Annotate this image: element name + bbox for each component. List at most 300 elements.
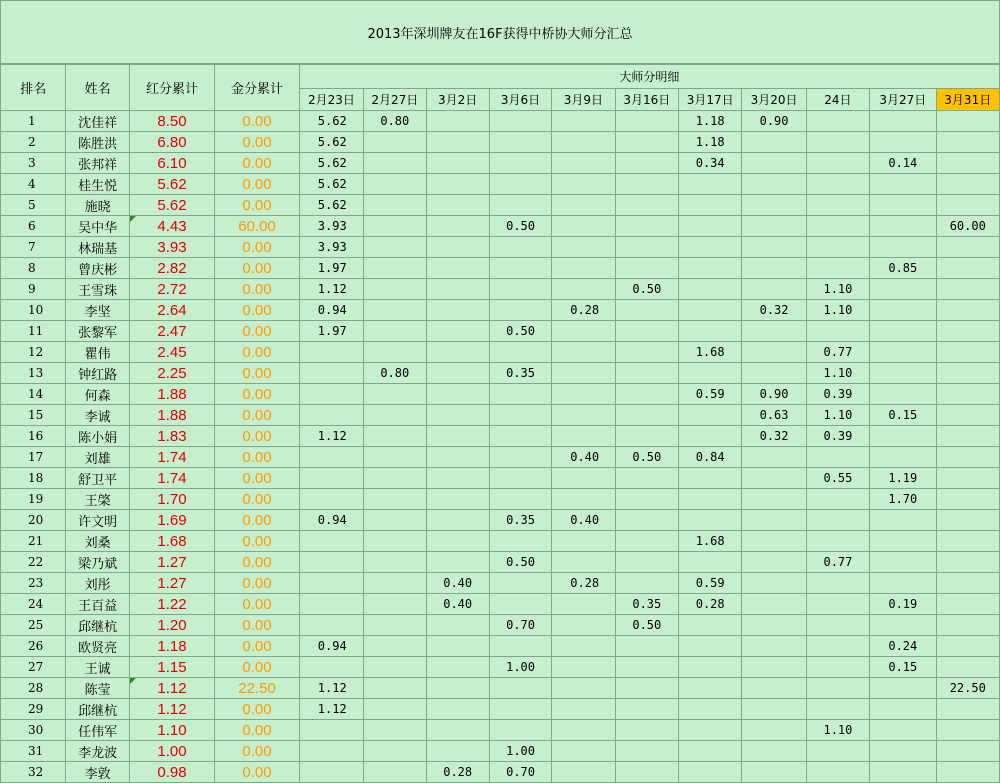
detail-cell[interactable] bbox=[426, 678, 489, 699]
header-date[interactable]: 3月2日 bbox=[426, 89, 489, 111]
detail-cell[interactable]: 0.94 bbox=[299, 510, 363, 531]
detail-cell[interactable] bbox=[552, 405, 615, 426]
detail-cell[interactable]: 0.85 bbox=[870, 258, 936, 279]
detail-cell[interactable] bbox=[936, 447, 1000, 468]
detail-cell[interactable]: 0.50 bbox=[489, 216, 551, 237]
detail-cell[interactable] bbox=[678, 258, 741, 279]
detail-cell[interactable] bbox=[936, 174, 1000, 195]
detail-cell[interactable] bbox=[742, 321, 806, 342]
gold-total-cell[interactable]: 0.00 bbox=[215, 132, 300, 153]
red-total-cell[interactable]: 1.15 bbox=[129, 657, 215, 678]
detail-cell[interactable] bbox=[936, 195, 1000, 216]
red-total-cell[interactable]: 1.10 bbox=[129, 720, 215, 741]
red-total-cell[interactable]: 5.62 bbox=[129, 174, 215, 195]
detail-cell[interactable] bbox=[615, 111, 678, 132]
detail-cell[interactable] bbox=[742, 237, 806, 258]
red-total-cell[interactable]: 2.45 bbox=[129, 342, 215, 363]
detail-cell[interactable] bbox=[552, 216, 615, 237]
detail-cell[interactable] bbox=[364, 174, 426, 195]
detail-cell[interactable] bbox=[936, 573, 1000, 594]
detail-cell[interactable]: 1.12 bbox=[299, 699, 363, 720]
detail-cell[interactable] bbox=[426, 552, 489, 573]
detail-cell[interactable] bbox=[615, 489, 678, 510]
red-total-cell[interactable]: 2.82 bbox=[129, 258, 215, 279]
name-cell[interactable]: 沈佳祥 bbox=[66, 111, 129, 132]
detail-cell[interactable] bbox=[936, 552, 1000, 573]
detail-cell[interactable] bbox=[364, 342, 426, 363]
rank-cell[interactable]: 26 bbox=[1, 636, 66, 657]
detail-cell[interactable] bbox=[426, 216, 489, 237]
detail-cell[interactable] bbox=[806, 447, 869, 468]
detail-cell[interactable]: 0.59 bbox=[678, 573, 741, 594]
detail-cell[interactable]: 0.50 bbox=[615, 615, 678, 636]
detail-cell[interactable] bbox=[936, 426, 1000, 447]
gold-total-cell[interactable]: 0.00 bbox=[215, 153, 300, 174]
detail-cell[interactable]: 0.35 bbox=[489, 363, 551, 384]
detail-cell[interactable] bbox=[489, 405, 551, 426]
detail-cell[interactable] bbox=[426, 615, 489, 636]
detail-cell[interactable] bbox=[489, 153, 551, 174]
detail-cell[interactable] bbox=[489, 258, 551, 279]
detail-cell[interactable] bbox=[299, 615, 363, 636]
gold-total-cell[interactable]: 0.00 bbox=[215, 237, 300, 258]
rank-cell[interactable]: 1 bbox=[1, 111, 66, 132]
detail-cell[interactable] bbox=[426, 237, 489, 258]
detail-cell[interactable] bbox=[936, 405, 1000, 426]
detail-cell[interactable] bbox=[870, 741, 936, 762]
rank-cell[interactable]: 8 bbox=[1, 258, 66, 279]
detail-cell[interactable] bbox=[489, 699, 551, 720]
gold-total-cell[interactable]: 0.00 bbox=[215, 615, 300, 636]
detail-cell[interactable] bbox=[678, 552, 741, 573]
detail-cell[interactable] bbox=[742, 720, 806, 741]
name-cell[interactable]: 陈莹 bbox=[66, 678, 129, 699]
header-date[interactable]: 3月16日 bbox=[615, 89, 678, 111]
detail-cell[interactable] bbox=[299, 762, 363, 783]
detail-cell[interactable] bbox=[870, 342, 936, 363]
detail-cell[interactable]: 3.93 bbox=[299, 216, 363, 237]
detail-cell[interactable] bbox=[936, 510, 1000, 531]
rank-cell[interactable]: 30 bbox=[1, 720, 66, 741]
detail-cell[interactable] bbox=[936, 258, 1000, 279]
rank-cell[interactable]: 15 bbox=[1, 405, 66, 426]
detail-cell[interactable]: 0.40 bbox=[552, 447, 615, 468]
red-total-cell[interactable]: 1.18 bbox=[129, 636, 215, 657]
detail-cell[interactable] bbox=[870, 384, 936, 405]
rank-cell[interactable]: 6 bbox=[1, 216, 66, 237]
detail-cell[interactable] bbox=[364, 552, 426, 573]
detail-cell[interactable] bbox=[426, 510, 489, 531]
detail-cell[interactable]: 5.62 bbox=[299, 111, 363, 132]
name-cell[interactable]: 吴中华 bbox=[66, 216, 129, 237]
header-rank[interactable]: 排名 bbox=[1, 65, 66, 111]
detail-cell[interactable] bbox=[742, 594, 806, 615]
gold-total-cell[interactable]: 0.00 bbox=[215, 636, 300, 657]
detail-cell[interactable] bbox=[678, 426, 741, 447]
gold-total-cell[interactable]: 60.00 bbox=[215, 216, 300, 237]
detail-cell[interactable] bbox=[615, 657, 678, 678]
name-cell[interactable]: 李敦 bbox=[66, 762, 129, 783]
detail-cell[interactable]: 0.77 bbox=[806, 552, 869, 573]
detail-cell[interactable] bbox=[552, 258, 615, 279]
detail-cell[interactable] bbox=[678, 216, 741, 237]
detail-cell[interactable] bbox=[870, 321, 936, 342]
detail-cell[interactable]: 0.24 bbox=[870, 636, 936, 657]
header-red-total[interactable]: 红分累计 bbox=[129, 65, 215, 111]
name-cell[interactable]: 王棨 bbox=[66, 489, 129, 510]
gold-total-cell[interactable]: 0.00 bbox=[215, 195, 300, 216]
gold-total-cell[interactable]: 0.00 bbox=[215, 720, 300, 741]
detail-cell[interactable] bbox=[870, 678, 936, 699]
name-cell[interactable]: 林瑞基 bbox=[66, 237, 129, 258]
rank-cell[interactable]: 22 bbox=[1, 552, 66, 573]
detail-cell[interactable] bbox=[742, 573, 806, 594]
detail-cell[interactable] bbox=[870, 531, 936, 552]
detail-cell[interactable] bbox=[615, 552, 678, 573]
detail-cell[interactable]: 1.10 bbox=[806, 720, 869, 741]
detail-cell[interactable] bbox=[489, 426, 551, 447]
detail-cell[interactable]: 0.32 bbox=[742, 426, 806, 447]
rank-cell[interactable]: 29 bbox=[1, 699, 66, 720]
red-total-cell[interactable]: 2.47 bbox=[129, 321, 215, 342]
detail-cell[interactable] bbox=[678, 321, 741, 342]
detail-cell[interactable] bbox=[364, 237, 426, 258]
gold-total-cell[interactable]: 0.00 bbox=[215, 762, 300, 783]
detail-cell[interactable] bbox=[678, 300, 741, 321]
detail-cell[interactable]: 0.77 bbox=[806, 342, 869, 363]
detail-cell[interactable] bbox=[870, 111, 936, 132]
detail-cell[interactable]: 0.19 bbox=[870, 594, 936, 615]
gold-total-cell[interactable]: 0.00 bbox=[215, 279, 300, 300]
rank-cell[interactable]: 19 bbox=[1, 489, 66, 510]
red-total-cell[interactable]: 1.00 bbox=[129, 741, 215, 762]
rank-cell[interactable]: 9 bbox=[1, 279, 66, 300]
header-date[interactable]: 2月23日 bbox=[299, 89, 363, 111]
red-total-cell[interactable]: 1.22 bbox=[129, 594, 215, 615]
detail-cell[interactable] bbox=[489, 384, 551, 405]
red-total-cell[interactable]: 1.70 bbox=[129, 489, 215, 510]
detail-cell[interactable] bbox=[806, 762, 869, 783]
detail-cell[interactable] bbox=[936, 321, 1000, 342]
detail-cell[interactable] bbox=[678, 363, 741, 384]
detail-cell[interactable]: 0.70 bbox=[489, 615, 551, 636]
detail-cell[interactable] bbox=[426, 405, 489, 426]
red-total-cell[interactable]: 1.12 bbox=[129, 678, 215, 699]
name-cell[interactable]: 桂生悦 bbox=[66, 174, 129, 195]
detail-cell[interactable] bbox=[552, 174, 615, 195]
name-cell[interactable]: 邱继杭 bbox=[66, 615, 129, 636]
gold-total-cell[interactable]: 0.00 bbox=[215, 405, 300, 426]
detail-cell[interactable] bbox=[489, 573, 551, 594]
rank-cell[interactable]: 25 bbox=[1, 615, 66, 636]
detail-cell[interactable] bbox=[364, 657, 426, 678]
name-cell[interactable]: 瞿伟 bbox=[66, 342, 129, 363]
gold-total-cell[interactable]: 0.00 bbox=[215, 363, 300, 384]
gold-total-cell[interactable]: 0.00 bbox=[215, 573, 300, 594]
detail-cell[interactable] bbox=[936, 720, 1000, 741]
detail-cell[interactable] bbox=[806, 111, 869, 132]
detail-cell[interactable] bbox=[678, 489, 741, 510]
detail-cell[interactable]: 1.70 bbox=[870, 489, 936, 510]
detail-cell[interactable] bbox=[870, 132, 936, 153]
red-total-cell[interactable]: 1.12 bbox=[129, 699, 215, 720]
detail-cell[interactable]: 5.62 bbox=[299, 132, 363, 153]
detail-cell[interactable]: 1.12 bbox=[299, 426, 363, 447]
detail-cell[interactable] bbox=[364, 132, 426, 153]
detail-cell[interactable] bbox=[364, 195, 426, 216]
red-total-cell[interactable]: 1.88 bbox=[129, 384, 215, 405]
detail-cell[interactable] bbox=[552, 636, 615, 657]
detail-cell[interactable] bbox=[806, 657, 869, 678]
detail-cell[interactable] bbox=[552, 552, 615, 573]
detail-cell[interactable] bbox=[299, 720, 363, 741]
detail-cell[interactable] bbox=[806, 678, 869, 699]
header-gold-total[interactable]: 金分累计 bbox=[215, 65, 300, 111]
name-cell[interactable]: 刘彤 bbox=[66, 573, 129, 594]
detail-cell[interactable] bbox=[806, 132, 869, 153]
detail-cell[interactable] bbox=[806, 510, 869, 531]
detail-cell[interactable] bbox=[426, 363, 489, 384]
detail-cell[interactable]: 1.12 bbox=[299, 279, 363, 300]
detail-cell[interactable]: 1.19 bbox=[870, 468, 936, 489]
detail-cell[interactable] bbox=[870, 363, 936, 384]
detail-cell[interactable] bbox=[870, 237, 936, 258]
detail-cell[interactable] bbox=[678, 237, 741, 258]
detail-cell[interactable] bbox=[742, 258, 806, 279]
detail-cell[interactable] bbox=[426, 174, 489, 195]
detail-cell[interactable] bbox=[552, 699, 615, 720]
red-total-cell[interactable]: 1.20 bbox=[129, 615, 215, 636]
detail-cell[interactable] bbox=[426, 258, 489, 279]
detail-cell[interactable] bbox=[489, 489, 551, 510]
rank-cell[interactable]: 16 bbox=[1, 426, 66, 447]
detail-cell[interactable] bbox=[364, 405, 426, 426]
detail-cell[interactable] bbox=[742, 615, 806, 636]
detail-cell[interactable] bbox=[299, 363, 363, 384]
name-cell[interactable]: 刘桑 bbox=[66, 531, 129, 552]
detail-cell[interactable] bbox=[364, 720, 426, 741]
detail-cell[interactable] bbox=[426, 636, 489, 657]
header-date[interactable]: 2月27日 bbox=[364, 89, 426, 111]
detail-cell[interactable] bbox=[615, 216, 678, 237]
detail-cell[interactable] bbox=[806, 615, 869, 636]
detail-cell[interactable] bbox=[742, 699, 806, 720]
detail-cell[interactable]: 0.59 bbox=[678, 384, 741, 405]
red-total-cell[interactable]: 2.72 bbox=[129, 279, 215, 300]
detail-cell[interactable] bbox=[936, 699, 1000, 720]
detail-cell[interactable]: 0.15 bbox=[870, 657, 936, 678]
name-cell[interactable]: 何森 bbox=[66, 384, 129, 405]
detail-cell[interactable] bbox=[364, 510, 426, 531]
detail-cell[interactable] bbox=[489, 531, 551, 552]
detail-cell[interactable] bbox=[426, 342, 489, 363]
detail-cell[interactable] bbox=[870, 426, 936, 447]
rank-cell[interactable]: 11 bbox=[1, 321, 66, 342]
name-cell[interactable]: 陈小娟 bbox=[66, 426, 129, 447]
detail-cell[interactable] bbox=[742, 216, 806, 237]
detail-cell[interactable] bbox=[742, 741, 806, 762]
name-cell[interactable]: 张邦祥 bbox=[66, 153, 129, 174]
rank-cell[interactable]: 4 bbox=[1, 174, 66, 195]
rank-cell[interactable]: 21 bbox=[1, 531, 66, 552]
detail-cell[interactable] bbox=[299, 741, 363, 762]
red-total-cell[interactable]: 1.74 bbox=[129, 468, 215, 489]
red-total-cell[interactable]: 6.80 bbox=[129, 132, 215, 153]
detail-cell[interactable]: 0.32 bbox=[742, 300, 806, 321]
detail-cell[interactable] bbox=[742, 447, 806, 468]
detail-cell[interactable] bbox=[364, 531, 426, 552]
detail-cell[interactable] bbox=[615, 510, 678, 531]
detail-cell[interactable] bbox=[742, 552, 806, 573]
detail-cell[interactable]: 0.84 bbox=[678, 447, 741, 468]
detail-cell[interactable] bbox=[615, 468, 678, 489]
gold-total-cell[interactable]: 0.00 bbox=[215, 552, 300, 573]
detail-cell[interactable] bbox=[615, 573, 678, 594]
rank-cell[interactable]: 24 bbox=[1, 594, 66, 615]
detail-cell[interactable] bbox=[552, 363, 615, 384]
detail-cell[interactable] bbox=[870, 300, 936, 321]
detail-cell[interactable] bbox=[489, 720, 551, 741]
detail-cell[interactable] bbox=[742, 489, 806, 510]
gold-total-cell[interactable]: 0.00 bbox=[215, 489, 300, 510]
detail-cell[interactable] bbox=[552, 279, 615, 300]
detail-cell[interactable] bbox=[936, 237, 1000, 258]
red-total-cell[interactable]: 1.27 bbox=[129, 573, 215, 594]
detail-cell[interactable] bbox=[806, 573, 869, 594]
detail-cell[interactable] bbox=[870, 195, 936, 216]
detail-cell[interactable]: 1.00 bbox=[489, 741, 551, 762]
detail-cell[interactable] bbox=[552, 237, 615, 258]
header-date[interactable]: 24日 bbox=[806, 89, 869, 111]
detail-cell[interactable]: 0.63 bbox=[742, 405, 806, 426]
detail-cell[interactable] bbox=[678, 279, 741, 300]
detail-cell[interactable] bbox=[615, 384, 678, 405]
rank-cell[interactable]: 32 bbox=[1, 762, 66, 783]
red-total-cell[interactable]: 6.10 bbox=[129, 153, 215, 174]
rank-cell[interactable]: 18 bbox=[1, 468, 66, 489]
name-cell[interactable]: 施晓 bbox=[66, 195, 129, 216]
name-cell[interactable]: 王百益 bbox=[66, 594, 129, 615]
detail-cell[interactable] bbox=[742, 468, 806, 489]
rank-cell[interactable]: 3 bbox=[1, 153, 66, 174]
detail-cell[interactable] bbox=[489, 594, 551, 615]
detail-cell[interactable] bbox=[936, 636, 1000, 657]
red-total-cell[interactable]: 1.74 bbox=[129, 447, 215, 468]
detail-cell[interactable] bbox=[936, 384, 1000, 405]
detail-cell[interactable] bbox=[426, 699, 489, 720]
detail-cell[interactable] bbox=[299, 594, 363, 615]
detail-cell[interactable] bbox=[742, 762, 806, 783]
detail-cell[interactable] bbox=[806, 594, 869, 615]
detail-cell[interactable] bbox=[615, 321, 678, 342]
detail-cell[interactable] bbox=[299, 447, 363, 468]
detail-cell[interactable]: 0.28 bbox=[552, 300, 615, 321]
detail-cell[interactable]: 1.10 bbox=[806, 363, 869, 384]
name-cell[interactable]: 王雪珠 bbox=[66, 279, 129, 300]
detail-cell[interactable] bbox=[615, 153, 678, 174]
detail-cell[interactable] bbox=[364, 384, 426, 405]
detail-cell[interactable] bbox=[742, 153, 806, 174]
header-detail-group[interactable]: 大师分明细 bbox=[299, 65, 999, 89]
header-date[interactable]: 3月27日 bbox=[870, 89, 936, 111]
detail-cell[interactable] bbox=[678, 468, 741, 489]
detail-cell[interactable]: 0.55 bbox=[806, 468, 869, 489]
detail-cell[interactable] bbox=[615, 237, 678, 258]
detail-cell[interactable] bbox=[936, 468, 1000, 489]
detail-cell[interactable] bbox=[742, 657, 806, 678]
detail-cell[interactable] bbox=[870, 762, 936, 783]
gold-total-cell[interactable]: 0.00 bbox=[215, 741, 300, 762]
detail-cell[interactable] bbox=[489, 237, 551, 258]
detail-cell[interactable]: 0.35 bbox=[489, 510, 551, 531]
detail-cell[interactable] bbox=[806, 258, 869, 279]
detail-cell[interactable]: 0.90 bbox=[742, 111, 806, 132]
detail-cell[interactable] bbox=[615, 531, 678, 552]
detail-cell[interactable]: 1.12 bbox=[299, 678, 363, 699]
header-date[interactable]: 3月31日 bbox=[936, 89, 1000, 111]
detail-cell[interactable] bbox=[678, 174, 741, 195]
detail-cell[interactable] bbox=[806, 321, 869, 342]
detail-cell[interactable] bbox=[552, 741, 615, 762]
name-cell[interactable]: 邱继杭 bbox=[66, 699, 129, 720]
detail-cell[interactable] bbox=[299, 405, 363, 426]
detail-cell[interactable] bbox=[552, 384, 615, 405]
detail-cell[interactable]: 0.40 bbox=[426, 573, 489, 594]
detail-cell[interactable]: 1.97 bbox=[299, 321, 363, 342]
detail-cell[interactable]: 1.10 bbox=[806, 300, 869, 321]
red-total-cell[interactable]: 1.68 bbox=[129, 531, 215, 552]
detail-cell[interactable] bbox=[615, 720, 678, 741]
name-cell[interactable]: 舒卫平 bbox=[66, 468, 129, 489]
detail-cell[interactable] bbox=[678, 405, 741, 426]
detail-cell[interactable] bbox=[870, 615, 936, 636]
rank-cell[interactable]: 12 bbox=[1, 342, 66, 363]
gold-total-cell[interactable]: 0.00 bbox=[215, 510, 300, 531]
detail-cell[interactable] bbox=[364, 741, 426, 762]
gold-total-cell[interactable]: 0.00 bbox=[215, 258, 300, 279]
detail-cell[interactable] bbox=[742, 678, 806, 699]
detail-cell[interactable] bbox=[489, 468, 551, 489]
detail-cell[interactable] bbox=[936, 741, 1000, 762]
detail-cell[interactable] bbox=[426, 531, 489, 552]
detail-cell[interactable] bbox=[615, 258, 678, 279]
detail-cell[interactable] bbox=[364, 447, 426, 468]
detail-cell[interactable] bbox=[742, 531, 806, 552]
rank-cell[interactable]: 20 bbox=[1, 510, 66, 531]
detail-cell[interactable] bbox=[936, 279, 1000, 300]
red-total-cell[interactable]: 1.83 bbox=[129, 426, 215, 447]
red-total-cell[interactable]: 2.64 bbox=[129, 300, 215, 321]
detail-cell[interactable]: 1.00 bbox=[489, 657, 551, 678]
red-total-cell[interactable]: 3.93 bbox=[129, 237, 215, 258]
rank-cell[interactable]: 2 bbox=[1, 132, 66, 153]
detail-cell[interactable]: 0.80 bbox=[364, 363, 426, 384]
detail-cell[interactable] bbox=[936, 342, 1000, 363]
detail-cell[interactable] bbox=[936, 489, 1000, 510]
detail-cell[interactable] bbox=[936, 615, 1000, 636]
header-date[interactable]: 3月9日 bbox=[552, 89, 615, 111]
detail-cell[interactable]: 1.68 bbox=[678, 531, 741, 552]
detail-cell[interactable] bbox=[936, 531, 1000, 552]
detail-cell[interactable]: 0.40 bbox=[426, 594, 489, 615]
detail-cell[interactable] bbox=[299, 468, 363, 489]
detail-cell[interactable]: 0.39 bbox=[806, 384, 869, 405]
detail-cell[interactable]: 0.14 bbox=[870, 153, 936, 174]
detail-cell[interactable] bbox=[552, 720, 615, 741]
detail-cell[interactable] bbox=[806, 174, 869, 195]
detail-cell[interactable]: 1.18 bbox=[678, 111, 741, 132]
name-cell[interactable]: 钟红路 bbox=[66, 363, 129, 384]
